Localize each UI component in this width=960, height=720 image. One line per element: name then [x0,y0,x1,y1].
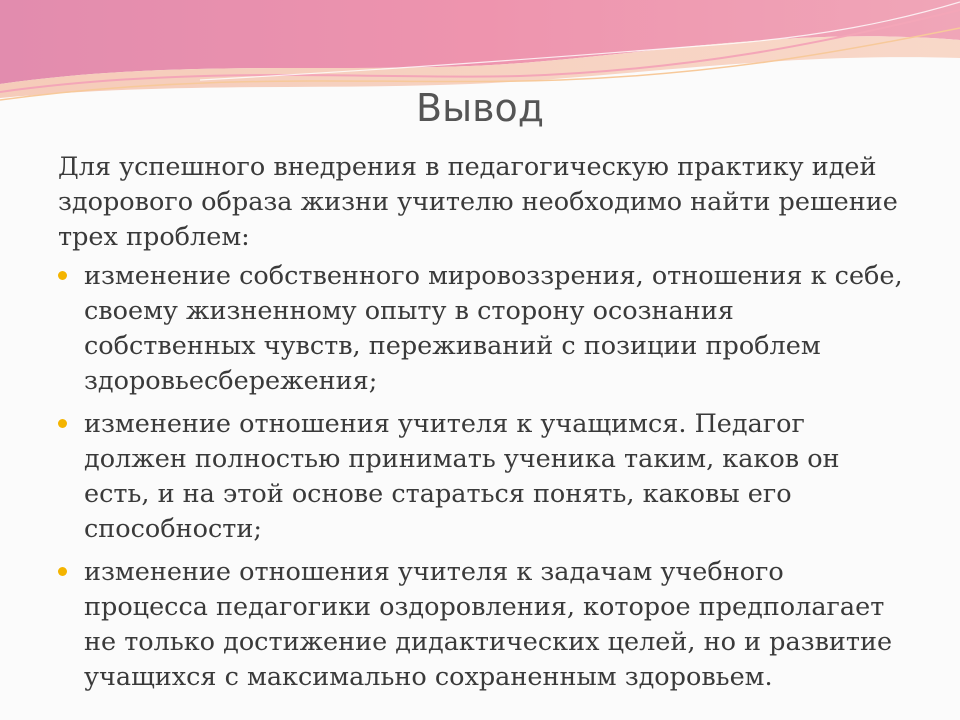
slide-title: Вывод [416,86,544,130]
bullet-text: изменение отношения учителя к задачам учебного процесса педагогики оздоровления, которое предполагает не только достижение дидактических целей, но и развитие учащихся с максимально сохраненным здоровьем. [84,557,893,692]
bullet-item [58,259,908,399]
intro-paragraph: Для успешного внедрения в педагогическую практику идей здорового образа жизни учителю необходимо найти решение трех проблем: [58,152,898,252]
bullet-item [58,407,908,547]
bullet-list [58,259,908,695]
bullet-dot-icon [58,419,67,428]
bullet-dot-icon [58,567,67,576]
bullet-text: изменение отношения учителя к учащимся. Педагог должен полностью принимать ученика таким, каков он есть, и на этой основе стараться понять, каковы его способности; [84,409,840,544]
bullet-dot-icon [58,271,67,280]
bullet-item [58,555,908,695]
slide-body [58,150,908,703]
bullet-text: изменение собственного мировоззрения, отношения к себе, своему жизненному опыту в сторону осознания собственных чувств, переживаний с позиции проблем здоровьесбережения; [84,261,903,396]
